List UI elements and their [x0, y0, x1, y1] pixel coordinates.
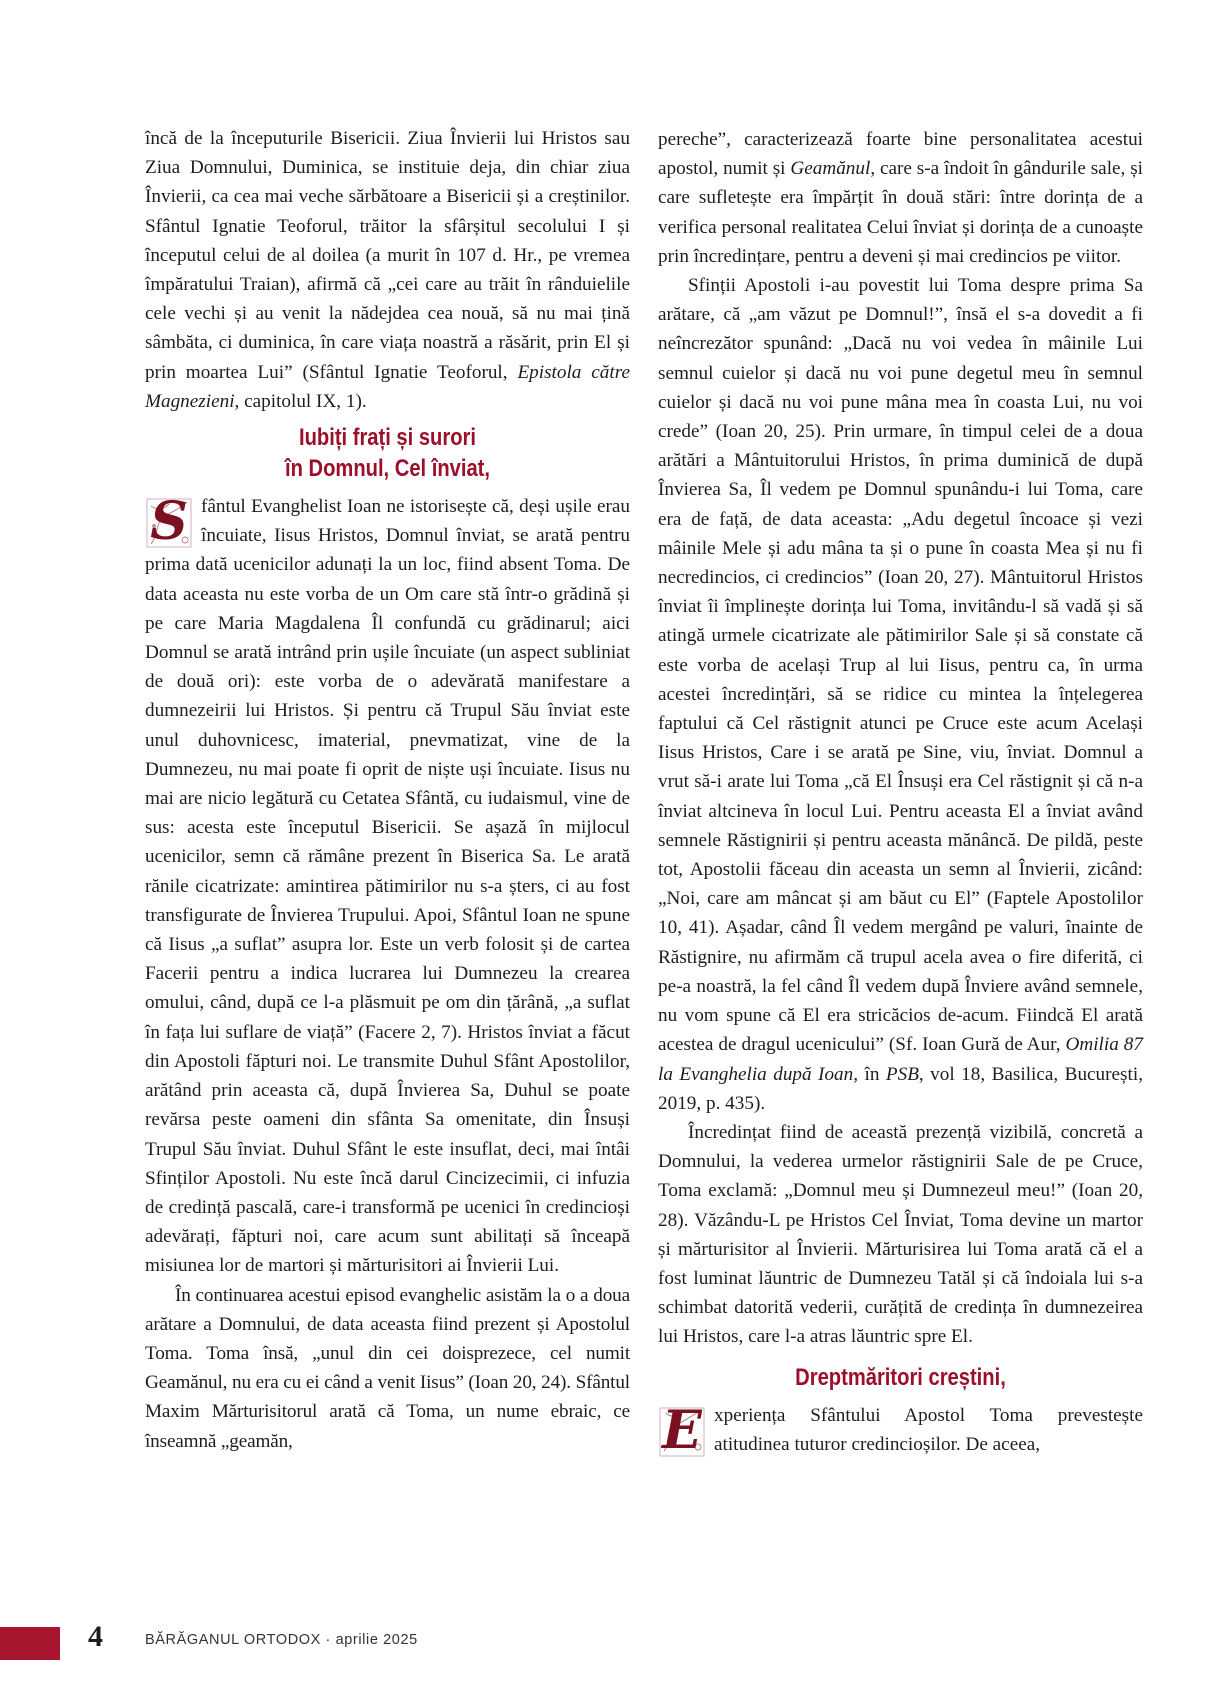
text-run: pereche”, caracterizează foarte bine personalitatea acestui apostol, numit și	[658, 129, 1143, 180]
italic-citation: Omilia 87 la Evanghelia după Ioan	[658, 1034, 1143, 1085]
paragraph	[145, 124, 630, 416]
italic-term: Geamănul	[790, 158, 871, 180]
initial-letter: E	[662, 1399, 702, 1461]
paragraph	[658, 271, 1143, 1118]
issue-date: · aprilie 2025	[320, 1632, 418, 1648]
initial-letter: S	[150, 491, 188, 553]
text-run: fântul Evanghelist Ioan ne istorisește că, deși ușile erau încuiate, Iisus Hristos, Domnul înviat, se arată pentru prima dată ucenicilor adunați la un loc, fiind absent Toma. De data aceasta nu este vorba de un Om care stă într-o grădină și pe care Maria Magdalena Îl confundă cu grădinarul; aici Domnul se arată intrând prin ușile încuiate (un aspect subliniat de două ori): este vorba de o adevărată manifestare a dumnezeirii lui Hristos. Și pentru că Trupul Său înviat este unul duhovnicesc, imaterial, pnevmatizat, vine de la Dumnezeu, nu mai poate fi oprit de niște uși încuiate. Iisus nu mai are nicio legătură cu Cetatea Sfântă, cu iudaismul, vine de sus: acesta este începutul Bisericii. Se așază în mijlocul ucenicilor, semn că rămâne prezent în Biserica Sa. Le arată rănile cicatrizate: amintirea pătimirilor nu s-a șters, ci au fost transfigurate de Învierea Trupului. Apoi, Sfântul Ioan ne spune că Iisus „a suflat” asupra lor. Este un verb folosit și de cartea Facerii pentru a indica lucrarea lui Dumnezeu la crearea omului, când, după ce l-a plăsmuit pe om din țărână, „a suflat în fața lui suflare de viață” (Facere 2, 7). Hristos înviat a făcut din Apostoli făpturi noi. Le transmite Duhul Sfânt Apostolilor, arătând prin aceasta că, după Învierea Sa, Duhul se poate revărsa peste oameni din sfânta Sa omenitate, din Însuși Trupul Său înviat. Duhul Sfânt le este insuflat, deci, mai întâi Sfinților Apostoli. Nu este încă darul Cincizecimii, ci infuzia de credință pascală, care-i transformă pe ucenici în credincioși adevărați, făpturi noi, care acum sunt abilitați să înceapă misiunea lor de martori și mărturisitori ai Învierii Lui.	[145, 496, 630, 1277]
paragraph	[658, 1401, 1143, 1459]
section-heading	[184, 422, 591, 484]
text-run: , care s-a îndoit în gândurile sale, și care sufletește era împărțit în două stări: între dorința de a verifica personal realitatea Celui înviat și dorința de a cunoaște prin încredințare, pentru a deveni și mai credincios pe viitor.	[658, 158, 1143, 267]
text-run: Sfinții Apostoli i-au povestit lui Toma despre prima Sa arătare, că „am văzut pe Domnul!”, însă el s-a dovedit a fi neîncrezător spunând: „Dacă nu voi vedea în mâinile Lui semnul cuielor și dacă nu voi pune degetul meu în semnul cuielor și dacă nu voi pune mâna mea în coasta Lui, nu voi crede” (Ioan 20, 25). Prin urmare, în timpul celei de a doua arătări a Mântuitorului Hristos, în prima duminică de după Învierea Sa, Îl vedem pe Domnul spunându-i lui Toma, care era de față, de data aceasta: „Adu degetul încoace și vezi mâinile Mele și adu mâna ta și o pune în coasta Mea și nu fi necredincios, ci credincios” (Ioan 20, 27). Mântuitorul Hristos înviat îi împlinește dorința lui Toma, invitându-l să vadă și să atingă urmele cicatrizate ale pătimirilor Sale și să constate că este vorba de același Trup al lui Iisus, pentru ca, în urma acestei încredințări, să se ridice cu mintea la înțelegerea faptului că Cel răstignit atunci pe Cruce este acum Același Iisus Hristos, Care i se arată pe Sine, viu, înviat. Domnul a vrut să-i arate lui Toma „că El Însuși era Cel răstignit și că n-a înviat altcineva în locul Lui. Pentru aceasta El a înviat având semnele Răstignirii și pentru aceasta mănâncă. De pildă, peste tot, Apostolii făceau din aceasta un semn al Învierii, zicând: „Noi, care am mâncat și am băut cu El” (Faptele Apostolilor 10, 41). Așadar, când Îl vedem mergând pe valuri, înainte de Răstignire, nu afirmăm că trupul acela avea o fire diferită, ci pe-a noastră, la fel când Îl vedem după Înviere având semnele, nu vom spune că El era stricăcios de-acum. Fiindcă El arată acestea de dragul ucenicului” (Sf. Ioan Gură de Aur,	[658, 275, 1143, 1056]
page-number: 4	[88, 1620, 103, 1653]
heading-line: în Domnul, Cel înviat,	[285, 455, 490, 483]
text-run: , în	[853, 1063, 886, 1085]
heading-line: Dreptmăritori creștini,	[795, 1363, 1006, 1391]
paragraph	[145, 492, 630, 1280]
ornamental-initial	[658, 1399, 706, 1461]
text-run: Încredințat fiind de această prezență vizibilă, concretă a Domnului, la vederea urmelor răstignirii Sale de pe Cruce, Toma exclamă: „Domnul meu și Dumnezeul meu!” (Ioan 20, 28). Văzându-L pe Hristos Cel Înviat, Toma devine un martor și mărturisitor al Învierii. Mărturisirea lui Toma arată că el a fost luminat lăuntric de Dumnezeu Tatăl și că îndoiala lui s-a schimbat datorită vederii, curățită de credința în dumnezeirea lui Hristos, care l-a atras lăuntric spre El.	[658, 1121, 1143, 1348]
left-column	[145, 124, 630, 1456]
ornamental-initial	[145, 491, 193, 553]
italic-citation: Epistola către Magnezieni	[145, 361, 630, 412]
section-heading	[697, 1362, 1104, 1393]
paragraph	[145, 1281, 630, 1456]
right-column	[658, 125, 1143, 1459]
heading-line: Iubiți frați și surori	[298, 424, 476, 452]
text-run: În continuarea acestui episod evanghelic asistăm la o a doua arătare a Domnului, de data aceasta fiind prezent și Apostolul Toma. Toma însă, „unul din cei doisprezece, cel numit Geamănul, nu era cu ei când a venit Iisus” (Ioan 20, 24). Sfântul Maxim Mărturisitorul arată că Toma, un nume ebraic, ce înseamnă „geamăn,	[145, 1284, 630, 1452]
publication-name: BĂRĂGANUL ORTODOX	[145, 1632, 321, 1648]
footer-accent-bar	[0, 1627, 60, 1660]
running-footer	[145, 1632, 418, 1648]
paragraph	[658, 125, 1143, 271]
text-run: xperiența Sfântului Apostol Toma prevestește atitudinea tuturor credincioșilor. De aceea,	[714, 1404, 1143, 1455]
paragraph	[658, 1118, 1143, 1352]
text-run: încă de la începuturile Bisericii. Ziua Învierii lui Hristos sau Ziua Domnului, Duminica, se instituie deja, din chiar ziua Învierii, ca cea mai veche sărbătoare a Bisericii și a creștinilor. Sfântul Ignatie Teoforul, trăitor la sfârșitul secolului I și începutul celui de al doilea (a murit în 107 d. Hr., pe vremea împăratului Traian), afirmă că „cei care au trăit în rânduielile cele vechi și au venit la nădejdea cea nouă, să nu mai țină sâmbăta, ci duminica, în care viața noastră a răsărit, prin El și prin moartea Lui” (Sfântul Ignatie Teoforul,	[145, 128, 630, 383]
text-run: , capitolul IX, 1).	[234, 390, 367, 412]
text-run: , vol 18, Basilica, București, 2019, p. 435).	[658, 1063, 1143, 1114]
italic-citation: PSB	[885, 1063, 919, 1085]
